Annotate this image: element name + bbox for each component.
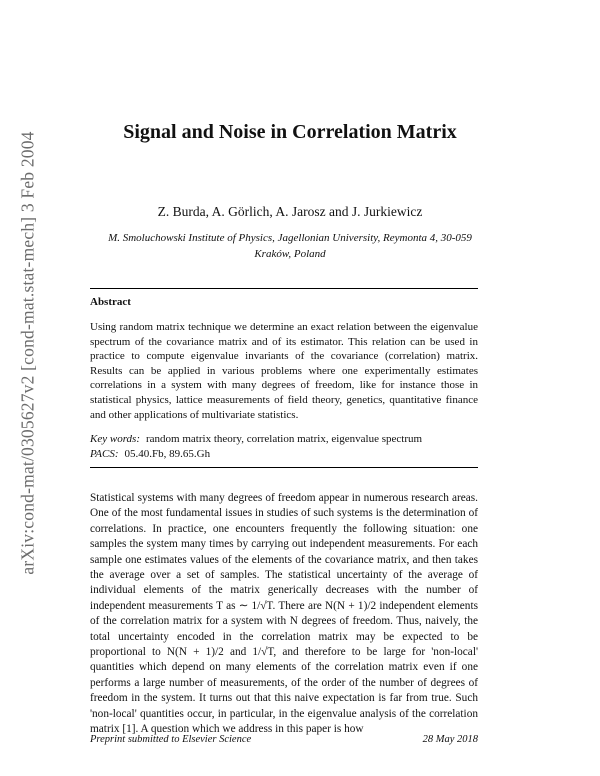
paper-title: Signal and Noise in Correlation Matrix [123, 121, 457, 143]
page-footer [90, 734, 478, 745]
pacs-label: PACS: [90, 447, 119, 460]
pacs-value: 05.40.Fb, 89.65.Gh [124, 447, 211, 460]
keywords-value: random matrix theory, correlation matrix, eigenvalue spectrum [146, 433, 423, 445]
abstract-text: Using random matrix technique we determine an exact relation between the eigenvalue spectrum of the covariance matrix and of its estimator. This relation can be used in practice to compute eigenvalue invariants of the covariance (correlation) matrix. Results can be applied in various problems where one experimentally estimates correlations in a system with many degrees of freedom, like for instance those in statistical physics, lattice measurements of field theory, genetics, quantitative finance and other applications of multivariate statistics. [90, 321, 478, 421]
keywords-block [90, 432, 478, 461]
arxiv-identifier-stamp [14, 98, 42, 608]
footer-date: 28 May 2018 [422, 734, 478, 745]
keywords-label: Key words: [90, 433, 141, 445]
keywords-line [90, 432, 478, 447]
author-list: Z. Burda, A. Görlich, A. Jarosz and J. Jurkiewicz [157, 204, 423, 219]
abstract-bottom-rule [90, 467, 478, 468]
affiliation: M. Smoluchowski Institute of Physics, Jagellonian University, Reymonta 4, 30-059 Kraków, Poland [108, 232, 472, 260]
body-paragraph: Statistical systems with many degrees of freedom appear in numerous research areas. One of the most fundamental issues in studies of such systems is the determination of correlations. In practice, one encounters frequently the following situation: one samples the system many times by carrying out independent measurements. For each sample one estimates values of the elements of the covariance matrix, and then takes the average over a set of samples. The statistical uncertainty of the average of individual elements of the matrix generically decreases with the number of independent measurements T as ∼ 1/√T. There are N(N + 1)/2 independent elements of the correlation matrix for a system with N degrees of freedom. Thus, naively, the total uncertainty encoded in the correlation matrix may be expected to be proportional to N(N + 1)/2 and 1/√T, and therefore to be large for 'non-local' quantities which depend on many elements of the correlation matrix even if one performs a large number of measurements, of the order of the number of degrees of freedom in the system. It turns out that this naive expectation is far from true. Such 'non-local' quantities occur, in particular, in the eigenvalue analysis of the correlation matrix [1]. A question which we address in this paper is how [90, 492, 478, 736]
arxiv-stamp-text: arXiv:cond-mat/0305627v2 [cond-mat.stat-mech] 3 Feb 2004 [17, 131, 38, 575]
abstract-heading: Abstract [90, 296, 131, 308]
footer-preprint-note: Preprint submitted to Elsevier Science [90, 734, 252, 745]
abstract-top-rule [90, 288, 478, 289]
pacs-line [90, 447, 478, 462]
